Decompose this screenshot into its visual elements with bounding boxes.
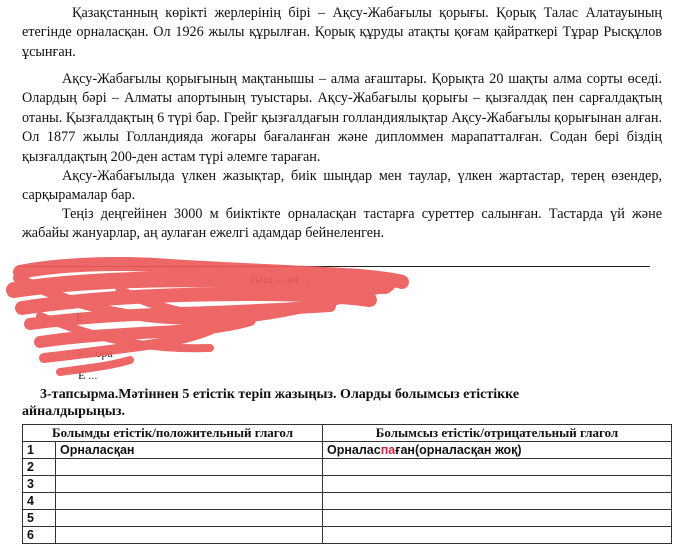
negative-verb-cell[interactable] [323, 459, 672, 476]
positive-verb-cell[interactable] [56, 493, 323, 510]
verbs-table [22, 424, 672, 544]
table-row [23, 459, 672, 476]
negative-verb-cell[interactable] [323, 476, 672, 493]
negative-verb-cell[interactable] [323, 527, 672, 544]
table-row [23, 476, 672, 493]
positive-verb-cell[interactable] [56, 459, 323, 476]
positive-verb-cell[interactable]: Орналасқан [56, 442, 323, 459]
paragraph-apples-text: Ақсу-Жабағылы қорығының мақтанышы – алма ағаштары. Қорықта 20 шақты алма сорты өседі. Олардың бәрі – Алматы апортының туыстары. Ақсу-Жабағылы қорығы – қызғалдақ пен сарғалдақтың отаны. Қызғалдақтың 6 түрі бар. Грейг қызғалдағын голландиялықтар Ақсу-Жабағылы қорығынан алған. Ол 1877 жылы Голландияда жоғары бағаланған және дипломмен марапатталған. Содан бері біздің қызғалдақтың 200-ден астам түрі әлемге тараған. [22, 71, 662, 165]
obscured-text-fragment: ғыш ... ан ... [250, 272, 311, 286]
row-number: 6 [23, 527, 56, 544]
table-header-row [23, 425, 672, 442]
paragraph-landscape-text: Ақсу-Жабағылыда үлкен жазықтар, биік шыңдар мен таулар, үлкен жартастар, терең өзендер, сарқырамалар бар. [22, 168, 662, 204]
negative-verb-cell[interactable] [323, 510, 672, 527]
positive-verb-cell[interactable] [56, 510, 323, 527]
table-row [23, 527, 672, 544]
positive-verb-cell[interactable] [56, 476, 323, 493]
row-number: 3 [23, 476, 56, 493]
paragraph-intro [22, 4, 662, 62]
red-scribble-redaction [0, 250, 420, 385]
obscured-text-fragment: Е [76, 310, 84, 324]
obscured-text-fragment: Е ... [78, 368, 98, 382]
row-number: 1 [23, 442, 56, 459]
task-line-2: айналдырыңыз. [22, 404, 125, 419]
paragraph-petroglyphs-text: Теңіз деңгейінен 3000 м биіктікте орналасқан тастарға суреттер салынған. Тастарда үй және жабайы жануарлар, аң аулаған ежелгі адамдар бейнеленген. [22, 206, 662, 242]
negative-verb-cell[interactable] [323, 442, 672, 459]
header-negative: Болымсыз етістік/отрицательный глагол [323, 425, 672, 442]
table-row [23, 510, 672, 527]
negative-suffix-highlight: па [380, 443, 396, 457]
row-number: 2 [23, 459, 56, 476]
negative-verb-root: Орналас [327, 443, 381, 457]
negative-verb-ending: ған(орналасқан жоқ) [395, 443, 522, 457]
positive-verb-cell[interactable] [56, 527, 323, 544]
paragraph-intro-text: Қазақстанның көрікті жерлерінің бірі – Ақсу-Жабағылы қорығы. Қорық Талас Алатауының етегінде орналасқан. Ол 1926 жылы құрылған. Қорық құруды атақты қоғам қайраткері Тұрар Рысқұлов ұсынған. [22, 5, 662, 60]
table-row [23, 442, 672, 459]
table-row [23, 493, 672, 510]
obscured-text-fragment: ә ...ора [78, 346, 113, 360]
negative-verb-cell[interactable] [323, 493, 672, 510]
row-number: 5 [23, 510, 56, 527]
paragraph-petroglyphs [22, 205, 662, 244]
paragraph-landscape [22, 167, 662, 206]
paragraph-apples [22, 70, 662, 167]
row-number: 4 [23, 493, 56, 510]
header-positive: Болымды етістік/положительный глагол [23, 425, 323, 442]
task-line-1: 3-тапсырма.Мәтіннен 5 етістік теріп жазыңыз. Оларды болымсыз етістікке [40, 387, 520, 402]
task-instruction [22, 386, 660, 420]
